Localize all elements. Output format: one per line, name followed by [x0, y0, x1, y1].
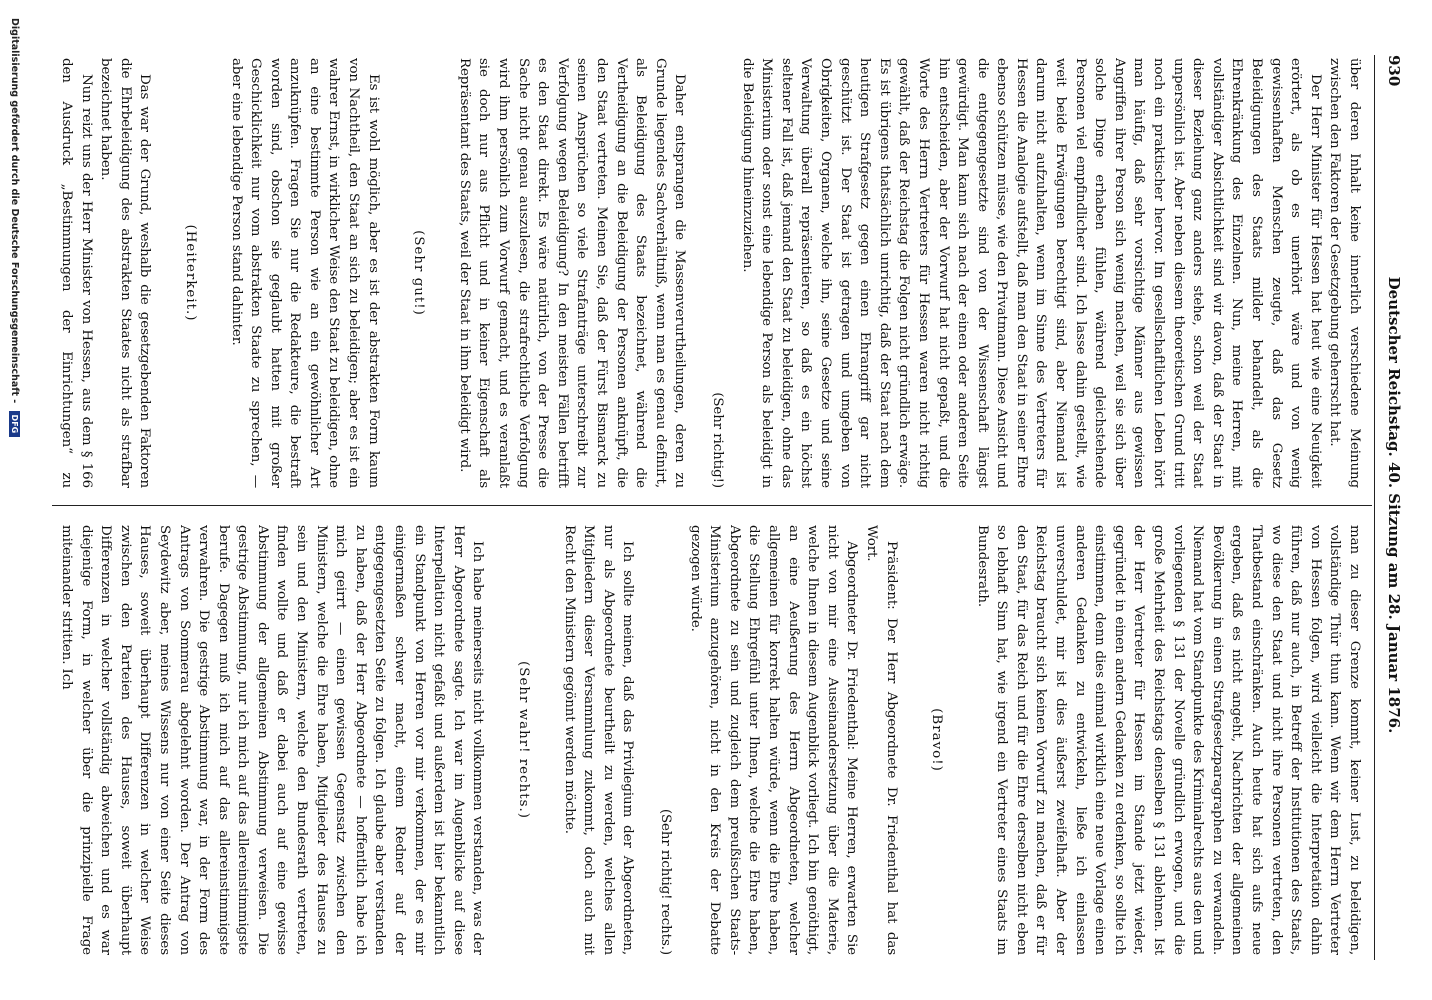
header-rule	[1374, 55, 1375, 960]
paragraph: Nun reizt uns der Herr Minister von Hessen, aus dem § 166 den Ausdruck „Bestimmungen der Einrichtungen“ zu	[59, 58, 94, 488]
interjection: (Sehr wahr! rechts.)	[516, 661, 532, 819]
page-title: Deutscher Reichstag. 40. Sitzung am 28. Januar 1876.	[1385, 276, 1403, 734]
paragraph: Daher entsprangen die Massenverurtheilungen, deren zu Grunde liegendes Sachverhältniß, wenn man es genau definirt, als Beleidigung des Staats bezeichnet, während die Vertheidigung an die Beleidigung der Personen anknüpft, die den Staat vertreten. Meinen Sie, daß der Fürst Bismarck zu seinen Ansprüchen so viele Strafanträge unterschreibt zur Verfolgung wegen Beleidigung? In den meisten Fällen betrifft es den Staat direkt. Es wäre natürlich, von der Presse die Sache nicht genau auszulesen, die strafrechtliche Verfolgung wird ihm persönlich zum Vorwurf gemacht, und es veranlaßt sie doch nur aus Pflicht und in keiner Eigenschaft als Repräsentant des Staats, weil der Staat in ihm beleidigt wird.	[456, 58, 688, 488]
paragraph: über deren Inhalt keine innerlich verschiedene Meinung zwischen den Faktoren der Gesetzgebung geherrscht hat.	[1327, 58, 1362, 488]
paragraph: Es ist wohl möglich, aber es ist der abstrakten Form kaum von Nachtheil, den Staat an sich zu beleidigen; aber es ist ein wahrer Ernst, in wirklicher Weise den Staat zu beleidigen, ohne an eine bestimmte Person wie an ein gewöhnlicher Art anzuknüpfen. Fragen Sie nur die Redakteure, die bestraft worden sind, obschon sie geglaubt hatten mit großer Geschicklichkeit nur vom abstrakten Staate zu sprechen, — aber eine lebendige Person stand dahinter.	[228, 58, 381, 488]
footer-text: Digitalisierung gefördert durch die Deutsche Forschungsgemeinschaft -	[9, 18, 20, 404]
paragraph: Der Herr Minister für Hessen hat heut wie eine Neuigkeit erörtert, als ob es unerhört wäre und von wenig gewissenhaften Menschen zeugte, daß das Gesetz Beleidigungen des Staats milder behandelt, als die Ehrenkränkung des Einzelnen. Nun, meine Herren, mit vollständiger Absichtlichkeit sind wir davon, daß der Staat in dieser Beziehung ganz anders stehe, schon weil der Staat unpersönlich ist. Aber neben diesem theoretischen Grund tritt noch ein praktischer hervor. Im gesellschaftlichen Leben hört man häufig, daß sehr vorsichtige Männer aus gewissen Angriffen ihrer Person sich wenig machen, weil sie sich über solche Dinge erhaben fühlen, während gleichstehende Personen viel empfindlicher sind. Ich lasse dahin gestellt, wie weit beide Erwägungen berechtigt sind, aber Niemand ist darum nicht aufzuhalten, wenn im Sinne des Vertreters für Hessen die Analogie aufstellt, daß man den Staat in seiner Ehre ebenso schützen müsse, wie den Privatmann. Diese Ansicht und die entgegengesetzte sind von der Wissenschaft längst gewürdigt. Man kann sich nach der einen oder anderen Seite hin entscheiden, aber der Vorwurf hat nicht gepaßt, und die Worte des Herrn Vertreters für Hessen waren nicht richtig gewählt, daß der Reichstag die Folgen nicht gründlich erwäge. Es ist übrigens thatsächlich unrichtig, daß der Staat nach dem heutigen Strafgesetz gegen einen Ehrangriff gar nicht geschützt ist. Der Staat ist getragen und umgeben von Obrigkeiten, Organen, welche ihn, seine Gesetze und seine Verwaltung überall repräsentieren, so daß es ein höchst seltener Fall ist, daß jemand den Staat zu beleidigen, ohne das Ministerium oder sonst eine lebendige Person als beleidigt in die Beleidigung hineinzuziehen.	[739, 58, 1323, 488]
paragraph: Ich sollte meinen, daß das Privilegium der Abgeordneten, nur als Abgeordnete beurtheilt zu werden, welches allen Mitgliedern dieser Versammlung zukommt, doch auch mit Recht den Ministern gegönnt werden möchte.	[561, 525, 636, 955]
speaker-paragraph: Abgeordneter Dr. Friedenthal: Meine Herren, erwarten Sie nicht von mir eine Auseinandersetzung über die Materie, welche Ihnen in diesem Augenblick vorliegt. Ich bin genöthigt, an eine Aeußerung des Herrn Abgeordneten, welcher allgemeinen für korrekt halten würde, wenn die Ehre haben, die Stellung Ehrgefühl unter Ihnen, welche die Ehre haben, Abgeordnete zu sein und zugleich dem preußischen Staats-Ministerium anzugehören, nicht in den Kreis der Debatte gezogen würde.	[687, 525, 860, 955]
dfg-logo: DFG	[9, 411, 20, 438]
speaker-paragraph: Präsident: Der Herr Abgeordnete Dr. Friedenthal hat das Wort.	[863, 525, 899, 955]
interjection: (Sehr gut!)	[411, 230, 427, 316]
right-column	[59, 525, 1364, 955]
interjection: (Bravo!)	[929, 708, 945, 772]
interjection: (Sehr richtig! rechts.)	[658, 808, 673, 955]
paragraph: man zu dieser Grenze kommt, keiner Lust, zu beleidigen, vollständige Thür thun kann. Wenn wir dem Herrn Vertreter von Hessen folgen, wird vielleicht die Interpretation dahin führen, daß nur auch, in Betreff der Institutionen des Staats, wo diese den Staat und nicht ihre Personen vertreten, den Thatbestand einschränken. Auch heute hat sich aufs neue ergeben, daß es nicht angeht, Nachrichten der allgemeinen Bevölkerung in einen Strafgesetzparagraphen zu verwandeln. Niemand hat vom Standpunkte des Kriminalrechts aus den und vorliegenden § 131 der Novelle gründlich erwogen, und die große Mehrheit des Reichstags denselben § 131 ablehnen. Ist der Herr Vertreter für Hessen im Stande jetzt wieder, gegründet in einen andern Gedanken zu erdenken, so sollte ich einstimmen, denn dies einmal wirklich eine neue Vorlage einen anderen Gedanken zu entwickeln, ließe ich einlassen unverschuldet, mir ist dies äußerst zweifelhaft. Aber der Reichstag braucht sich keinen Vorwurf zu machen, daß er für den Staat, für das Reich und für die Ehre derselben nicht eben so lebhaft Sinn hat, wie irgend ein Vertreter eines Staats im Bundesrath.	[974, 525, 1362, 955]
digitization-footer	[6, 18, 20, 988]
page-header	[1379, 55, 1407, 955]
page-number: 930	[1385, 55, 1403, 87]
column-divider	[52, 505, 1372, 506]
paragraph: Ich habe meinerseits nicht vollkommen verstanden, was der Herr Abgeordnete sagte. Ich war im Augenblicke auf diese Interpellation nicht gefaßt und außerdem ist hier bekanntlich ein Standpunkt von Herren vor mir verkommen, der es mir einigermaßen schwer macht, einem Redner auf der entgegengesetzten Seite zu folgen. Ich glaube aber verstanden zu haben, daß der Herr Abgeordnete — hoffentlich habe ich mich geirrt — einen gewissen Gegensatz zwischen den Ministern, welche die Ehre haben, Mitglieder des Hauses zu sein und den Ministern, welche den Bundesrath vertreten, finden wollte und daß er dabei auch auf eine gewisse Abstimmung der allgemeinen Abstimmung verweisen. Die gestrige Abstimmung, nur ich mich auf das allereinstimmigste berufe. Dagegen muß ich mich auf das allereinstimmigste verwahren. Die gestrige Abstimmung war, in der Form des Antrags von Sommerau abgelehnt worden. Der Antrag von Seydewitz aber, meines Wissens nur von einer Seite dieses Hauses, soweit überhaupt Differenzen in welcher Weise zwischen den Parteien des Hauses, soweit überhaupt Differenzen in welcher vollständig abweichen und es war diejenige Form, in welcher über die prinzipielle Frage miteinander stritten. Ich	[59, 525, 486, 955]
interjection: (Sehr richtig!)	[710, 392, 725, 488]
interjection: (Heiterkeit.)	[182, 224, 198, 322]
paragraph: Das war der Grund, weshalb die gesetzgebenden Faktoren die Ehrbeleidigung des abstrakten Staates nicht als strafbar bezeichnet haben.	[98, 58, 153, 488]
left-column	[59, 58, 1364, 488]
